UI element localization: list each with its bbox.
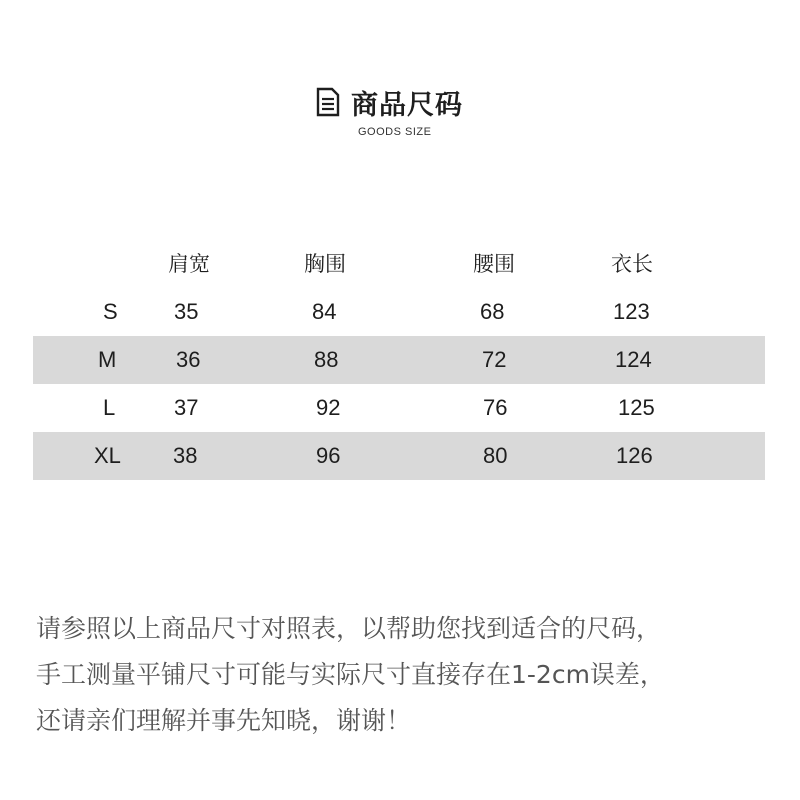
length-value: 124 (615, 347, 652, 372)
table-row (0, 384, 800, 432)
size-label: M (98, 347, 117, 372)
waist-value: 72 (482, 347, 507, 372)
chest-value: 88 (314, 347, 339, 372)
chest-value: 96 (316, 443, 341, 468)
chest-value: 84 (312, 299, 337, 324)
length-value: 123 (613, 299, 650, 324)
title-row (315, 82, 463, 122)
table-header-row (0, 240, 800, 288)
column-header-waist: 腰围 (473, 252, 515, 276)
size-label: XL (94, 443, 121, 468)
row-band (33, 432, 765, 480)
table-row (0, 288, 800, 336)
page-subtitle: GOODS SIZE (358, 126, 432, 138)
column-header-length: 衣长 (611, 252, 653, 276)
length-value: 126 (616, 443, 653, 468)
table-row (0, 336, 800, 384)
document-icon (315, 87, 341, 117)
column-header-chest: 胸围 (304, 252, 346, 276)
size-label: L (103, 395, 116, 420)
chest-value: 92 (316, 395, 341, 420)
shoulder-value: 36 (176, 347, 201, 372)
size-table (0, 240, 800, 480)
note-line: 还请亲们理解并事先知晓，谢谢！ (36, 706, 412, 735)
page-header (0, 82, 800, 146)
note-line: 手工测量平铺尺寸可能与实际尺寸直接存在1-2cm误差， (36, 660, 665, 689)
row-band (33, 336, 765, 384)
waist-value: 76 (483, 395, 508, 420)
shoulder-value: 35 (174, 299, 199, 324)
size-label: S (103, 299, 118, 324)
column-header-shoulder: 肩宽 (168, 252, 210, 276)
note-line: 请参照以上商品尺寸对照表，以帮助您找到适合的尺码， (36, 614, 662, 643)
shoulder-value: 38 (173, 443, 198, 468)
shoulder-value: 37 (174, 395, 199, 420)
waist-value: 68 (480, 299, 505, 324)
length-value: 125 (618, 395, 655, 420)
waist-value: 80 (483, 443, 508, 468)
page-title: 商品尺码 (351, 89, 463, 121)
measurement-note (36, 606, 786, 744)
table-row (0, 432, 800, 480)
